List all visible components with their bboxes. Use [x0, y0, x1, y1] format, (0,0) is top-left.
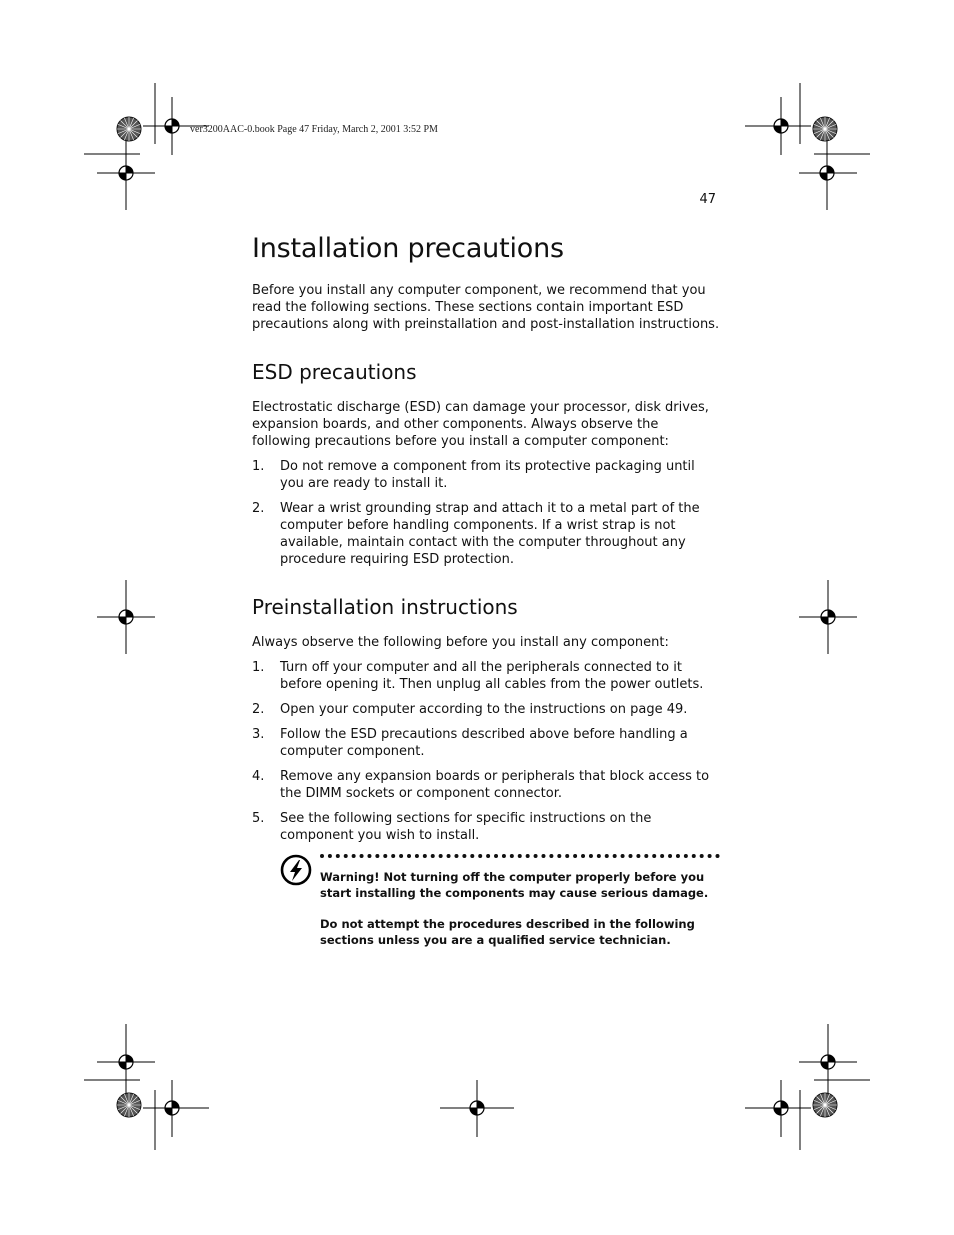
intro-paragraph: Before you install any computer component, we recommend that you read the following sections. These sections contain important ESD precautions along with preinstallation and post-installation instructions. — [252, 283, 720, 332]
warning-lightning-icon — [280, 854, 312, 886]
list-item — [252, 768, 720, 802]
list-text: Turn off your computer and all the peripherals connected to it before opening it. Then unplug all cables from the power outlets. — [280, 660, 704, 692]
list-text: Do not remove a component from its protective packaging until you are ready to install it. — [280, 459, 695, 491]
list-number: 2. — [252, 501, 265, 516]
list-text: Open your computer according to the instructions on page 49. — [280, 702, 688, 717]
list-number: 2. — [252, 702, 265, 717]
list-text: Wear a wrist grounding strap and attach it to a metal part of the computer before handling components. If a wrist strap is not available, maintain contact with the computer throughout any procedure requiring ESD protection. — [280, 501, 700, 567]
list-item — [252, 500, 720, 568]
esd-list — [252, 458, 720, 568]
list-number: 1. — [252, 459, 265, 474]
warning-box — [252, 854, 720, 948]
preinstall-list — [252, 659, 720, 844]
esd-intro: Electrostatic discharge (ESD) can damage your processor, disk drives, expansion boards, and other components. Always observe the following precautions before you install a computer component: — [252, 400, 709, 449]
preinstall-intro: Always observe the following before you install any component: — [252, 635, 669, 650]
list-item — [252, 726, 720, 760]
list-text: Remove any expansion boards or peripherals that block access to the DIMM sockets or component connector. — [280, 769, 710, 801]
list-item — [252, 810, 720, 844]
page-number: 47 — [699, 192, 716, 207]
list-number: 1. — [252, 660, 265, 675]
page-title: Installation precautions — [252, 233, 564, 264]
list-number: 5. — [252, 811, 265, 826]
list-text: See the following sections for specific instructions on the component you wish to install. — [280, 811, 652, 843]
list-item — [252, 701, 720, 718]
warning-text-1: Warning! Not turning off the computer properly before you start installing the components may cause serious damage. — [320, 870, 709, 900]
print-slug: ver3200AAC-0.book Page 47 Friday, March 2, 2001 3:52 PM — [190, 124, 438, 135]
page-content — [252, 232, 720, 964]
warning-text-2: Do not attempt the procedures described in the following sections unless you are a qualified service technician. — [320, 917, 695, 947]
list-item — [252, 659, 720, 693]
preinstall-heading: Preinstallation instructions — [252, 595, 518, 619]
list-text: Follow the ESD precautions described above before handling a computer component. — [280, 727, 688, 759]
esd-heading: ESD precautions — [252, 360, 417, 384]
list-number: 4. — [252, 769, 265, 784]
warning-divider — [320, 854, 720, 858]
list-item — [252, 458, 720, 492]
list-number: 3. — [252, 727, 265, 742]
